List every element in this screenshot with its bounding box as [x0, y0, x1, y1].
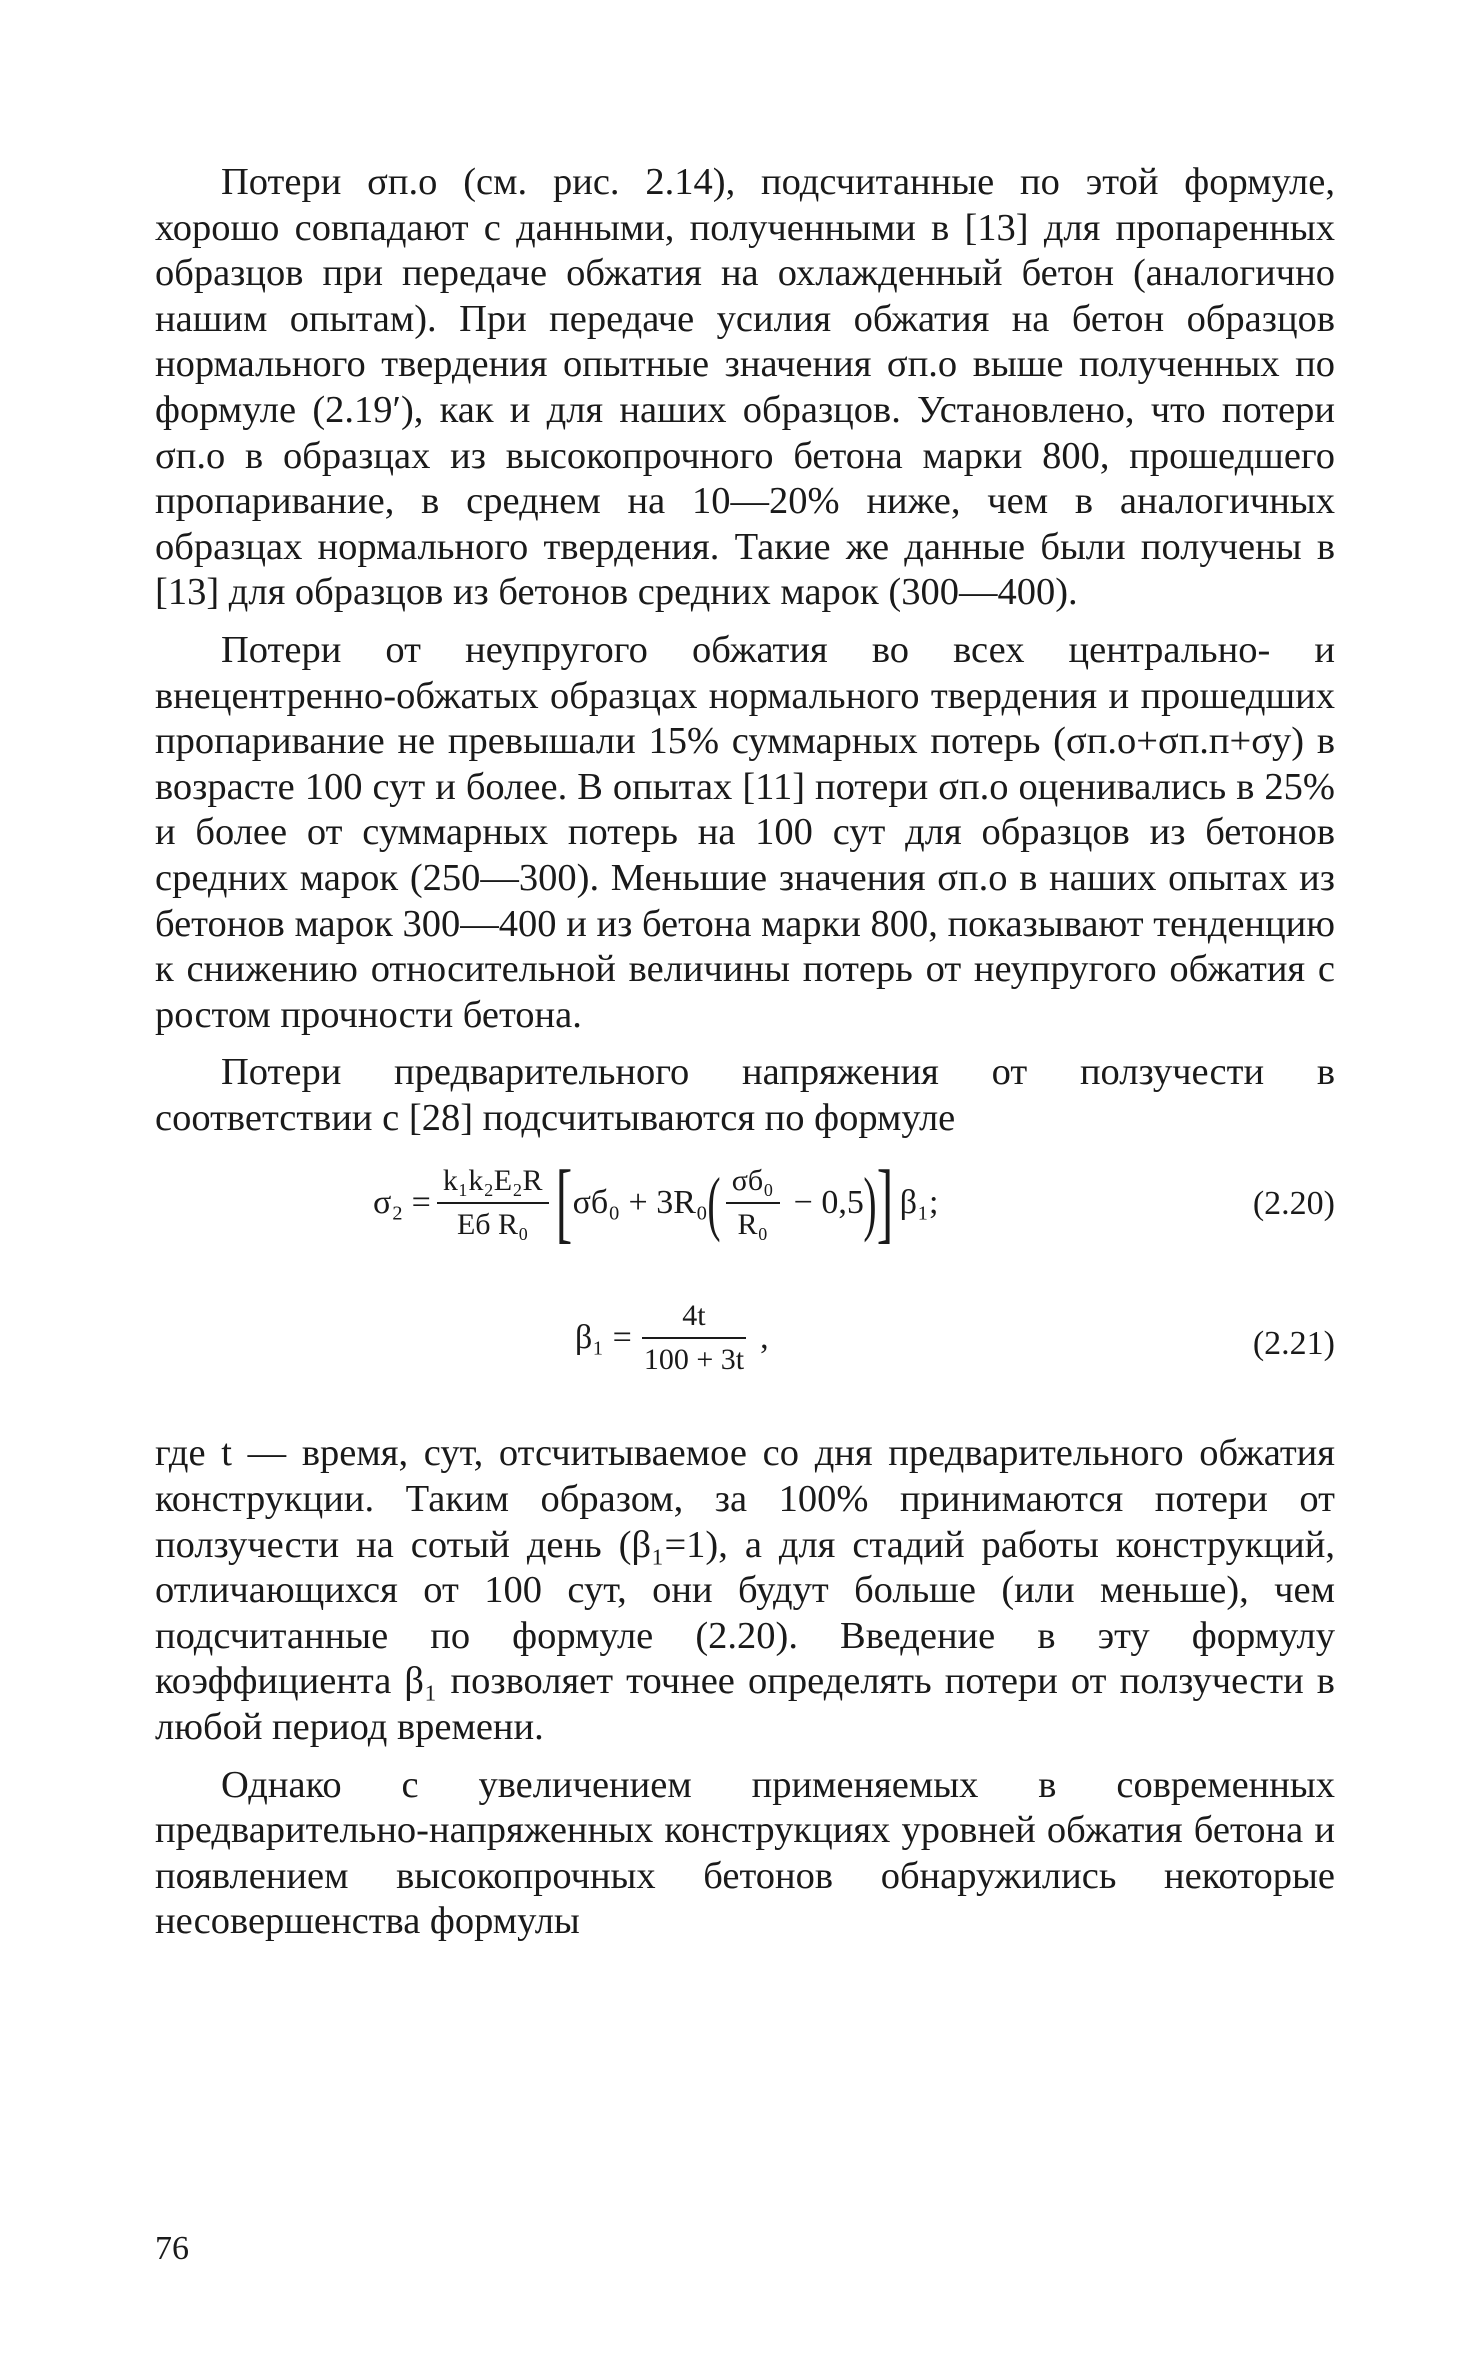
right-bracket: ]	[876, 1153, 894, 1253]
paragraph-1: Потери σп.о (см. рис. 2.14), подсчитанные по этой формуле, хорошо совпадают с данными, полученными в [13] для пропаренных образцов при передаче обжатия на охлажденный бетон (аналогично нашим опытам). При передаче усилия обжатия на бетон образцов нормального твердения опытные значения σп.о выше полученных по формуле (2.19′), как и для наших образцов. Установлено, что потери σп.о в образцах из высокопрочного бетона марки 800, прошедшего пропаривание, в среднем на 10—20% ниже, чем в аналогичных образцах нормального твердения. Такие же данные были получены в [13] для образцов из бетонов средних марок (300—400).	[155, 161, 1335, 614]
eq2-trailer: ,	[760, 1319, 769, 1357]
paragraph-4: где t — время, сут, отсчитываемое со дня предварительного обжатия конструкции. Таким образом, за 100% принимаются потери от ползучести на сотый день (β₁=1), а для стадий работы конструкций, отличающихся от 100 сут, они будут больше (или меньше), чем подсчитанные по формуле (2.20). Введение в эту формулу коэффициента β₁ позволяет точнее определять потери от ползучести в любой период времени.	[155, 1432, 1335, 1749]
eq1-inner-denominator: R₀	[737, 1208, 768, 1242]
eq1-inner-tail: − 0,5	[793, 1184, 864, 1222]
eq1-lhs: σ₂ =	[373, 1184, 431, 1222]
left-bracket: [	[555, 1153, 572, 1253]
eq1-inner-numerator: σб₀	[726, 1164, 780, 1204]
equation-number-2-20: (2.20)	[1252, 1185, 1335, 1223]
eq1-numerator: k₁k₂E₂R	[437, 1164, 549, 1204]
paragraph-2: Потери от неупругого обжатия во всех центрально- и внецентренно-обжатых образцах нормального твердения и прошедших пропаривание не превышали 15% суммарных потерь (σп.о+σп.п+σу) в возрасте 100 сут и более. В опытах [11] потери σп.о оценивались в 25% и более от суммарных потерь на 100 сут для образцов из бетонов средних марок (250—300). Меньшие значения σп.о в наших опытах из бетонов марок 300—400 и из бетона марки 800, показывают тенденцию к снижению относительной величины потерь от неупругого обжатия с ростом прочности бетона.	[155, 628, 1335, 1036]
left-paren: (	[707, 1163, 721, 1244]
paragraph-3: Потери предварительного напряжения от ползучести в соответствии с [28] подсчитываются по формуле	[155, 1051, 1335, 1139]
page-body	[155, 160, 1335, 1945]
eq1-bracket-term: σб₀ + 3R₀	[572, 1184, 708, 1222]
eq1-denominator: Eб R₀	[456, 1208, 529, 1242]
equation-number-2-21: (2.21)	[1252, 1325, 1335, 1363]
page-number: 76	[155, 2230, 189, 2267]
eq2-fraction	[638, 1299, 750, 1377]
right-paren: )	[863, 1163, 877, 1244]
equation-2-20	[155, 1155, 1335, 1275]
eq1-trailer: β₁;	[899, 1184, 939, 1222]
equation-2-21	[155, 1295, 1335, 1405]
formula-block	[155, 1155, 1335, 1417]
eq2-lhs: β₁ =	[575, 1319, 632, 1357]
paragraph-5: Однако с увеличением применяемых в современных предварительно-напряженных конструкциях уровней обжатия бетона и появлением высокопрочных бетонов обнаружились некоторые несовершенства формулы	[155, 1763, 1335, 1943]
eq2-numerator: 4t	[642, 1299, 745, 1339]
eq1-inner-fraction	[726, 1164, 780, 1242]
eq1-main-fraction	[437, 1164, 549, 1242]
eq2-denominator: 100 + 3t	[643, 1343, 745, 1377]
